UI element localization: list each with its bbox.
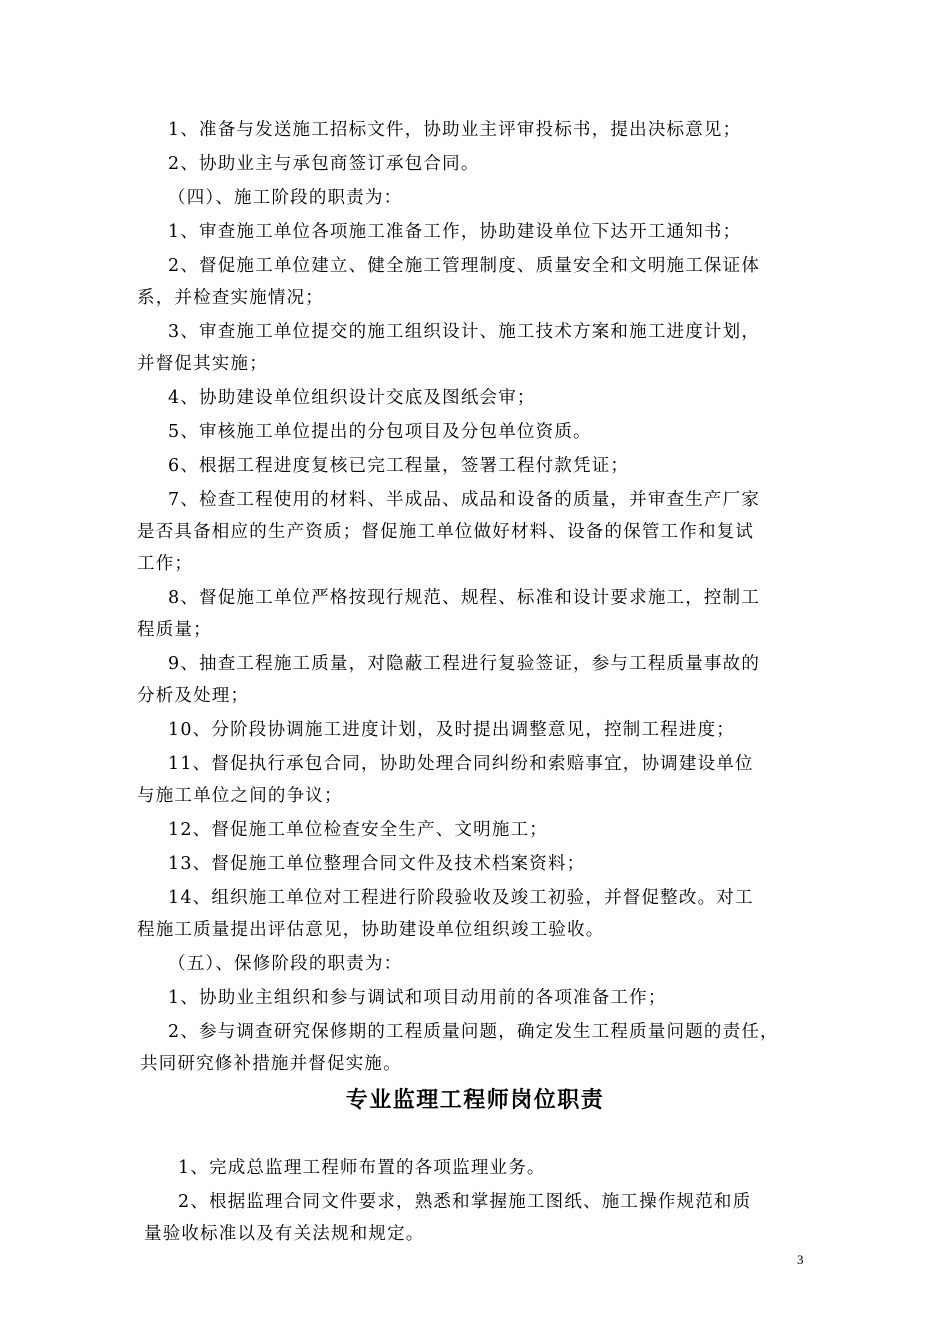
- paragraph-line: 2、根据监理合同文件要求，熟悉和掌握施工图纸、施工操作规范和质: [178, 1192, 752, 1212]
- paragraph-line: 1、完成总监理工程师布置的各项监理业务。: [178, 1158, 546, 1178]
- paragraph-line: 程施工质量提出评估意见，协助建设单位组织竣工验收。: [137, 920, 605, 940]
- paragraph-line: 系，并检查实施情况；: [137, 288, 324, 308]
- paragraph-line: 程质量；: [137, 620, 212, 640]
- paragraph-line: 分析及处理；: [137, 686, 250, 706]
- subsection-heading: （四）、施工阶段的职责为：: [168, 188, 403, 208]
- paragraph-line: 11、督促执行承包合同，协助处理合同纠纷和索赔事宜，协调建设单位: [168, 754, 754, 774]
- paragraph-line: 2、协助业主与承包商签订承包合同。: [168, 154, 480, 174]
- paragraph-line: 9、抽查工程施工质量，对隐蔽工程进行复验签证，参与工程质量事故的: [168, 654, 761, 674]
- page-number: 3: [797, 1252, 804, 1267]
- paragraph-line: 1、审查施工单位各项施工准备工作，协助建设单位下达开工通知书；: [168, 222, 742, 242]
- paragraph-line: 2、督促施工单位建立、健全施工管理制度、质量安全和文明施工保证体: [168, 256, 761, 276]
- paragraph-line: 并督促其实施；: [137, 354, 268, 374]
- paragraph-line: 7、检查工程使用的材料、半成品、成品和设备的质量，并审查生产厂家: [168, 490, 761, 510]
- paragraph-line: 10、分阶段协调施工进度计划，及时提出调整意见，控制工程进度；: [168, 720, 735, 740]
- paragraph-line: 共同研究修补措施并督促实施。: [140, 1054, 402, 1074]
- paragraph-line: 5、审核施工单位提出的分包项目及分包单位资质。: [168, 422, 592, 442]
- paragraph-line: 3、审查施工单位提交的施工组织设计、施工技术方案和施工进度计划，: [168, 322, 761, 342]
- subsection-heading: （五）、保修阶段的职责为：: [168, 954, 403, 974]
- section-title: 专业监理工程师岗位职责: [345, 1088, 605, 1113]
- paragraph-line: 13、督促施工单位整理合同文件及技术档案资料；: [168, 854, 586, 874]
- paragraph-line: 6、根据工程进度复核已完工程量，签署工程付款凭证；: [168, 456, 630, 476]
- paragraph-line: 1、协助业主组织和参与调试和项目动用前的各项准备工作；: [168, 988, 667, 1008]
- paragraph-line: 14、组织施工单位对工程进行阶段验收及竣工初验，并督促整改。对工: [168, 888, 754, 908]
- paragraph-line: 12、督促施工单位检查安全生产、文明施工；: [168, 820, 548, 840]
- paragraph-line: 量验收标准以及有关法规和规定。: [144, 1224, 425, 1244]
- paragraph-line: 1、准备与发送施工招标文件，协助业主评审投标书，提出决标意见；: [168, 120, 742, 140]
- paragraph-line: 是否具备相应的生产资质；督促施工单位做好材料、设备的保管工作和复试: [137, 522, 755, 542]
- paragraph-line: 与施工单位之间的争议；: [137, 786, 343, 806]
- paragraph-line: 2、参与调查研究保修期的工程质量问题，确定发生工程质量问题的责任，: [168, 1022, 779, 1042]
- paragraph-line: 4、协助建设单位组织设计交底及图纸会审；: [168, 388, 536, 408]
- paragraph-line: 8、督促施工单位严格按现行规范、规程、标准和设计要求施工，控制工: [168, 588, 761, 608]
- paragraph-line: 工作；: [137, 554, 194, 574]
